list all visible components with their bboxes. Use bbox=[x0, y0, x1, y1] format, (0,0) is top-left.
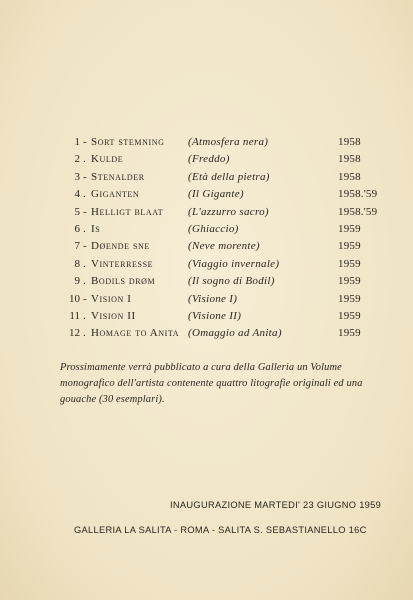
work-year: 1959 bbox=[338, 327, 361, 340]
work-row bbox=[0, 171, 413, 189]
work-separator: . bbox=[83, 310, 86, 322]
work-year: 1958.'59 bbox=[338, 188, 378, 201]
work-title-italian: (Freddo) bbox=[188, 153, 230, 166]
work-title-danish: Stenalder bbox=[91, 170, 145, 183]
work-separator: . bbox=[83, 327, 86, 340]
work-title-italian: (Età della pietra) bbox=[188, 170, 270, 183]
work-number: 10 bbox=[69, 292, 80, 305]
work-separator: . bbox=[83, 188, 86, 201]
work-row bbox=[0, 223, 413, 241]
work-title-danish: Kulde bbox=[91, 153, 124, 166]
work-title-danish: Vision I bbox=[91, 292, 132, 305]
work-number: 8 bbox=[74, 257, 80, 270]
work-separator: - bbox=[83, 240, 87, 253]
work-number: 3 bbox=[74, 170, 80, 183]
gallery-address: GALLERIA LA SALITA - ROMA - SALITA S. SEBASTIANELLO 16C bbox=[74, 525, 367, 535]
work-title-italian: (Il Gigante) bbox=[188, 188, 244, 201]
work-year: 1958 bbox=[338, 136, 361, 148]
work-number: 2 bbox=[74, 153, 80, 166]
work-row bbox=[0, 206, 413, 224]
work-title-italian: (Visione I) bbox=[188, 292, 238, 305]
work-title-danish: Bodils drøm bbox=[91, 275, 156, 288]
work-number: 12 bbox=[69, 327, 80, 340]
work-year: 1959 bbox=[338, 310, 361, 322]
work-separator: . bbox=[83, 257, 86, 270]
work-row bbox=[0, 327, 413, 345]
work-title-danish: Giganten bbox=[91, 188, 140, 201]
work-separator: - bbox=[83, 292, 87, 305]
work-year: 1958 bbox=[338, 170, 361, 183]
work-title-italian: (Neve morente) bbox=[188, 240, 260, 253]
work-year: 1959 bbox=[338, 275, 361, 288]
work-separator: - bbox=[83, 205, 87, 218]
work-number: 7 bbox=[74, 240, 80, 253]
work-row bbox=[0, 240, 413, 258]
work-number: 9 bbox=[74, 275, 80, 288]
work-row bbox=[0, 188, 413, 206]
work-year: 1959 bbox=[338, 292, 361, 305]
work-year: 1959 bbox=[338, 223, 361, 235]
work-year: 1959 bbox=[338, 240, 361, 253]
work-title-italian: (Il sogno di Bodil) bbox=[188, 275, 275, 288]
work-separator: . bbox=[83, 223, 86, 235]
work-number: 1 bbox=[74, 136, 80, 148]
publication-note: Prossimamente verrà pubblicato a cura della Galleria un Volume monografico dell'artista contenente quattro litografie originali ed una gouache (30 esemplari). bbox=[60, 362, 363, 405]
work-year: 1959 bbox=[338, 257, 361, 270]
work-title-danish: Vinterresse bbox=[91, 257, 154, 270]
work-title-italian: (Omaggio ad Anita) bbox=[188, 327, 282, 340]
work-title-danish: Helligt blaat bbox=[91, 205, 164, 218]
work-separator: - bbox=[83, 170, 87, 183]
work-title-italian: (Visione II) bbox=[188, 310, 242, 322]
work-row bbox=[0, 153, 413, 171]
work-separator: - bbox=[83, 136, 87, 148]
work-title-italian: (Ghiaccio) bbox=[188, 223, 239, 235]
opening-date: INAUGURAZIONE MARTEDI' 23 GIUGNO 1959 bbox=[170, 500, 382, 510]
work-title-danish: Vision II bbox=[91, 310, 136, 322]
work-title-danish: Is bbox=[91, 223, 101, 235]
work-year: 1958.'59 bbox=[338, 205, 378, 218]
work-number: 6 bbox=[74, 223, 80, 235]
work-number: 4 bbox=[74, 188, 80, 201]
work-row bbox=[0, 310, 413, 328]
work-row bbox=[0, 293, 413, 311]
work-number: 11 bbox=[69, 310, 80, 322]
work-title-italian: (Viaggio invernale) bbox=[188, 257, 280, 270]
work-title-danish: Døende sne bbox=[91, 240, 150, 253]
work-row bbox=[0, 275, 413, 293]
work-title-italian: (Atmosfera nera) bbox=[188, 136, 269, 148]
work-title-danish: Homage to Anita bbox=[91, 327, 180, 340]
work-title-italian: (L'azzurro sacro) bbox=[188, 205, 269, 218]
work-row bbox=[0, 136, 413, 154]
work-title-danish: Sort stemning bbox=[91, 136, 165, 148]
work-year: 1958 bbox=[338, 153, 361, 166]
work-separator: . bbox=[83, 153, 86, 166]
work-row bbox=[0, 258, 413, 276]
work-number: 5 bbox=[74, 205, 80, 218]
work-separator: . bbox=[83, 275, 86, 288]
